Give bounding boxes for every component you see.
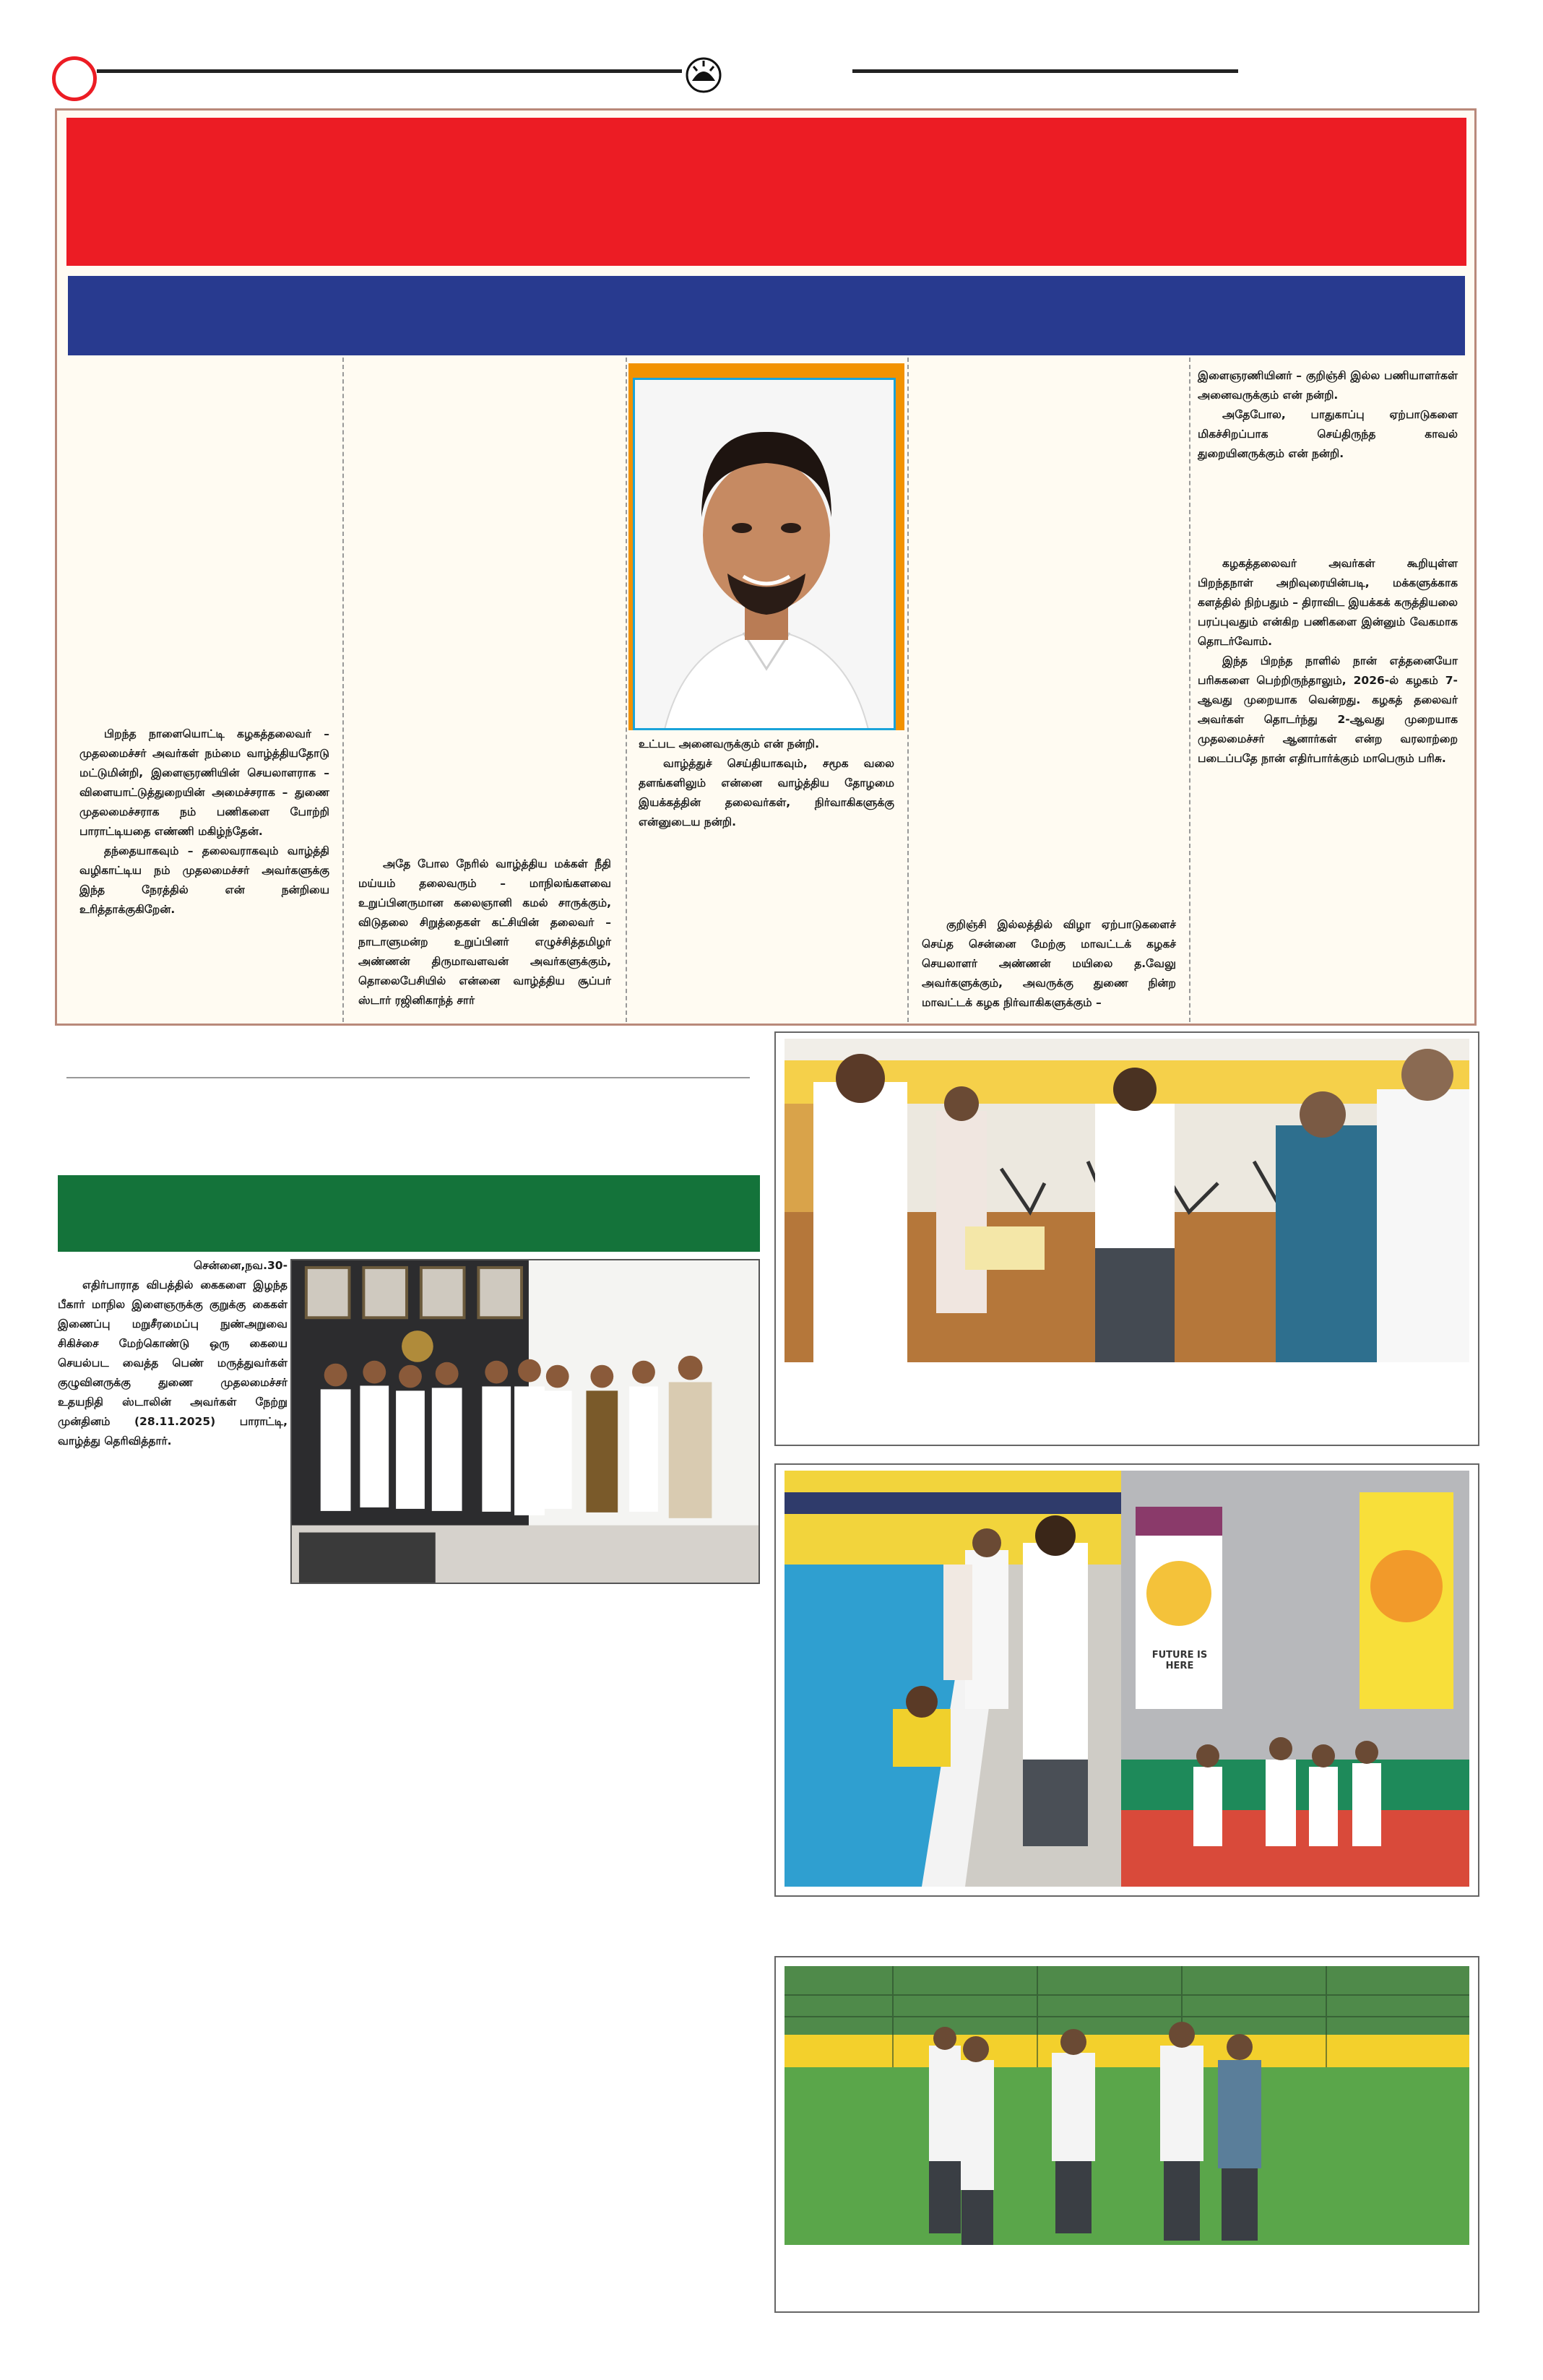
column-1-paragraph: பிறந்த நாளையொட்டி கழகத்தலைவர் – முதலமைச்சர் அவர்கள் நம்மை வாழ்த்தியதோடு மட்டுமின்றி, இளைஞரணியின் செயலாளராக – விளையாட்டுத்துறையின் அமைச்சராக – துணை முதலமைச்சராக நம் பணிகளை போற்றி பாராட்டியதை எண்ணி மகிழ்ந்தேன். [79,727,329,838]
column-4-text [922,915,1176,1013]
column-5-paragraph: அதேபோல, பாதுகாப்பு ஏற்பாடுகளை மிகச்சிறப்பாக செய்திருந்த காவல் துறையினருக்கும் என் நன்றி. [1198,408,1458,460]
page-marker-icon [52,56,97,101]
turf-ground-visit-photo [785,1966,1469,2245]
red-headline-banner [66,118,1466,266]
column-1-paragraph: தந்தையாகவும் – தலைவராகவும் வாழ்த்தி வழிகாட்டிய நம் முதலமைச்சர் அவர்களுக்கு இந்த நேரத்தில் என் நன்றியை உரித்தாக்குகிறேன். [79,844,329,916]
column-2-paragraph: அதே போல நேரில் வாழ்த்திய மக்கள் நீதி மய்யம் தலைவரும் – மாநிலங்களவை உறுப்பினருமான கலைஞானி கமல் சாருக்கும், விடுதலை சிறுத்தைகள் கட்சியின் தலைவர் – நாடாளுமன்ற உறுப்பினர் எழுச்சித்தமிழர் அண்ணன் திருமாவளவன் அவர்களுக்கும், தொலைபேசியில் என்னை வாழ்த்திய சூப்பர் ஸ்டார் ரஜினிகாந்த் சார் [358,857,611,1007]
column-5-paragraph: கழகத்தலைவர் அவர்கள் கூறியுள்ள பிறந்தநாள் அறிவுரையின்படி, மக்களுக்காக களத்தில் நிற்பதும் – திராவிட இயக்கக் கருத்தியலை பரப்புவதும் என்கிற பணிகளை இன்னும் வேகமாக தொடர்வோம். [1198,557,1458,648]
portrait-photo [633,378,896,730]
column-3-text [639,735,894,832]
column-3-paragraph: வாழ்த்துச் செய்தியாகவும், சமூக வலை தளங்களிலும் என்னை வாழ்த்திய தோழமை இயக்கத்தின் தலைவர்கள், நிர்வாகிகளுக்கு என்னுடைய நன்றி. [639,757,894,828]
column-divider [342,358,344,1022]
bottom-left-paragraph: எதிர்பாராத விபத்தில் கைகளை இழந்த பீகார் மாநில இளைஞருக்கு குறுக்கு கைகள் இணைப்பு மறுசீரமைப்பு நுண்அறுவை சிகிச்சை மேற்கொண்டு ஒரு கையை செயல்பட வைத்த பெண் மருத்துவர்கள் குழுவினருக்கு துணை முதலமைச்சர் உதயநிதி ஸ்டாலின் அவர்கள் நேற்று முன்தினம் (28.11.2025) பாராட்டி, வாழ்த்து தெரிவித்தார். [58,1278,288,1448]
column-1-text [79,724,329,919]
poster-line-2: HERE [1165,1661,1194,1671]
column-divider [626,358,627,1022]
poster-text [1140,1650,1219,1671]
badminton-court-visit-photo [1121,1471,1469,1887]
section-rule [66,1077,750,1078]
column-4-paragraph: குறிஞ்சி இல்லத்தில் விழா ஏற்பாடுகளைச் செய்த சென்னை மேற்கு மாவட்டக் கழகச் செயலாளர் அண்ணன் மயிலை த.வேலு அவர்களுக்கும், அவருக்கு துணை நின்ற மாவட்டக் கழக நிர்வாகிகளுக்கும் – [922,918,1176,1009]
doctors-group-photo [290,1259,760,1584]
bottom-left-text [58,1256,288,1451]
column-3-paragraph: உட்பட அனைவருக்கும் என் நன்றி. [639,737,819,750]
blue-subhead-banner [68,276,1465,355]
green-headline-bar [58,1175,760,1252]
column-5-top-text [1198,366,1458,464]
column-5-paragraph: இளைஞரணியினர் – குறிஞ்சி இல்ல பணியாளர்கள் அனைவருக்கும் என் நன்றி. [1198,369,1458,402]
column-5-paragraph: இந்த பிறந்த நாளில் நான் எத்தனையோ பரிசுகளை பெற்றிருந்தாலும், 2026-ல் கழகம் 7-ஆவது முறையாக வென்றது. கழகத் தலைவர் அவர்கள் தொடர்ந்து 2-ஆவது முறையாக முதலமைச்சர் ஆனார்கள் என்ற வரலாற்றை படைப்பதே நான் எதிர்பார்க்கும் மாபெரும் பரிசு. [1198,654,1458,765]
poster-line-1: FUTURE IS [1151,1650,1208,1661]
column-2-text [358,854,611,1011]
swimming-pool-visit-photo [785,1471,1121,1887]
gym-visit-photo [785,1039,1469,1362]
header-rule-left [97,69,682,73]
rising-sun-emblem-icon [685,56,722,94]
column-5-bottom-text [1198,554,1458,769]
dateline: சென்னை,நவ.30- [194,1259,288,1272]
column-divider [1189,358,1190,1022]
header-rule-right [852,69,1238,73]
column-divider [907,358,909,1022]
